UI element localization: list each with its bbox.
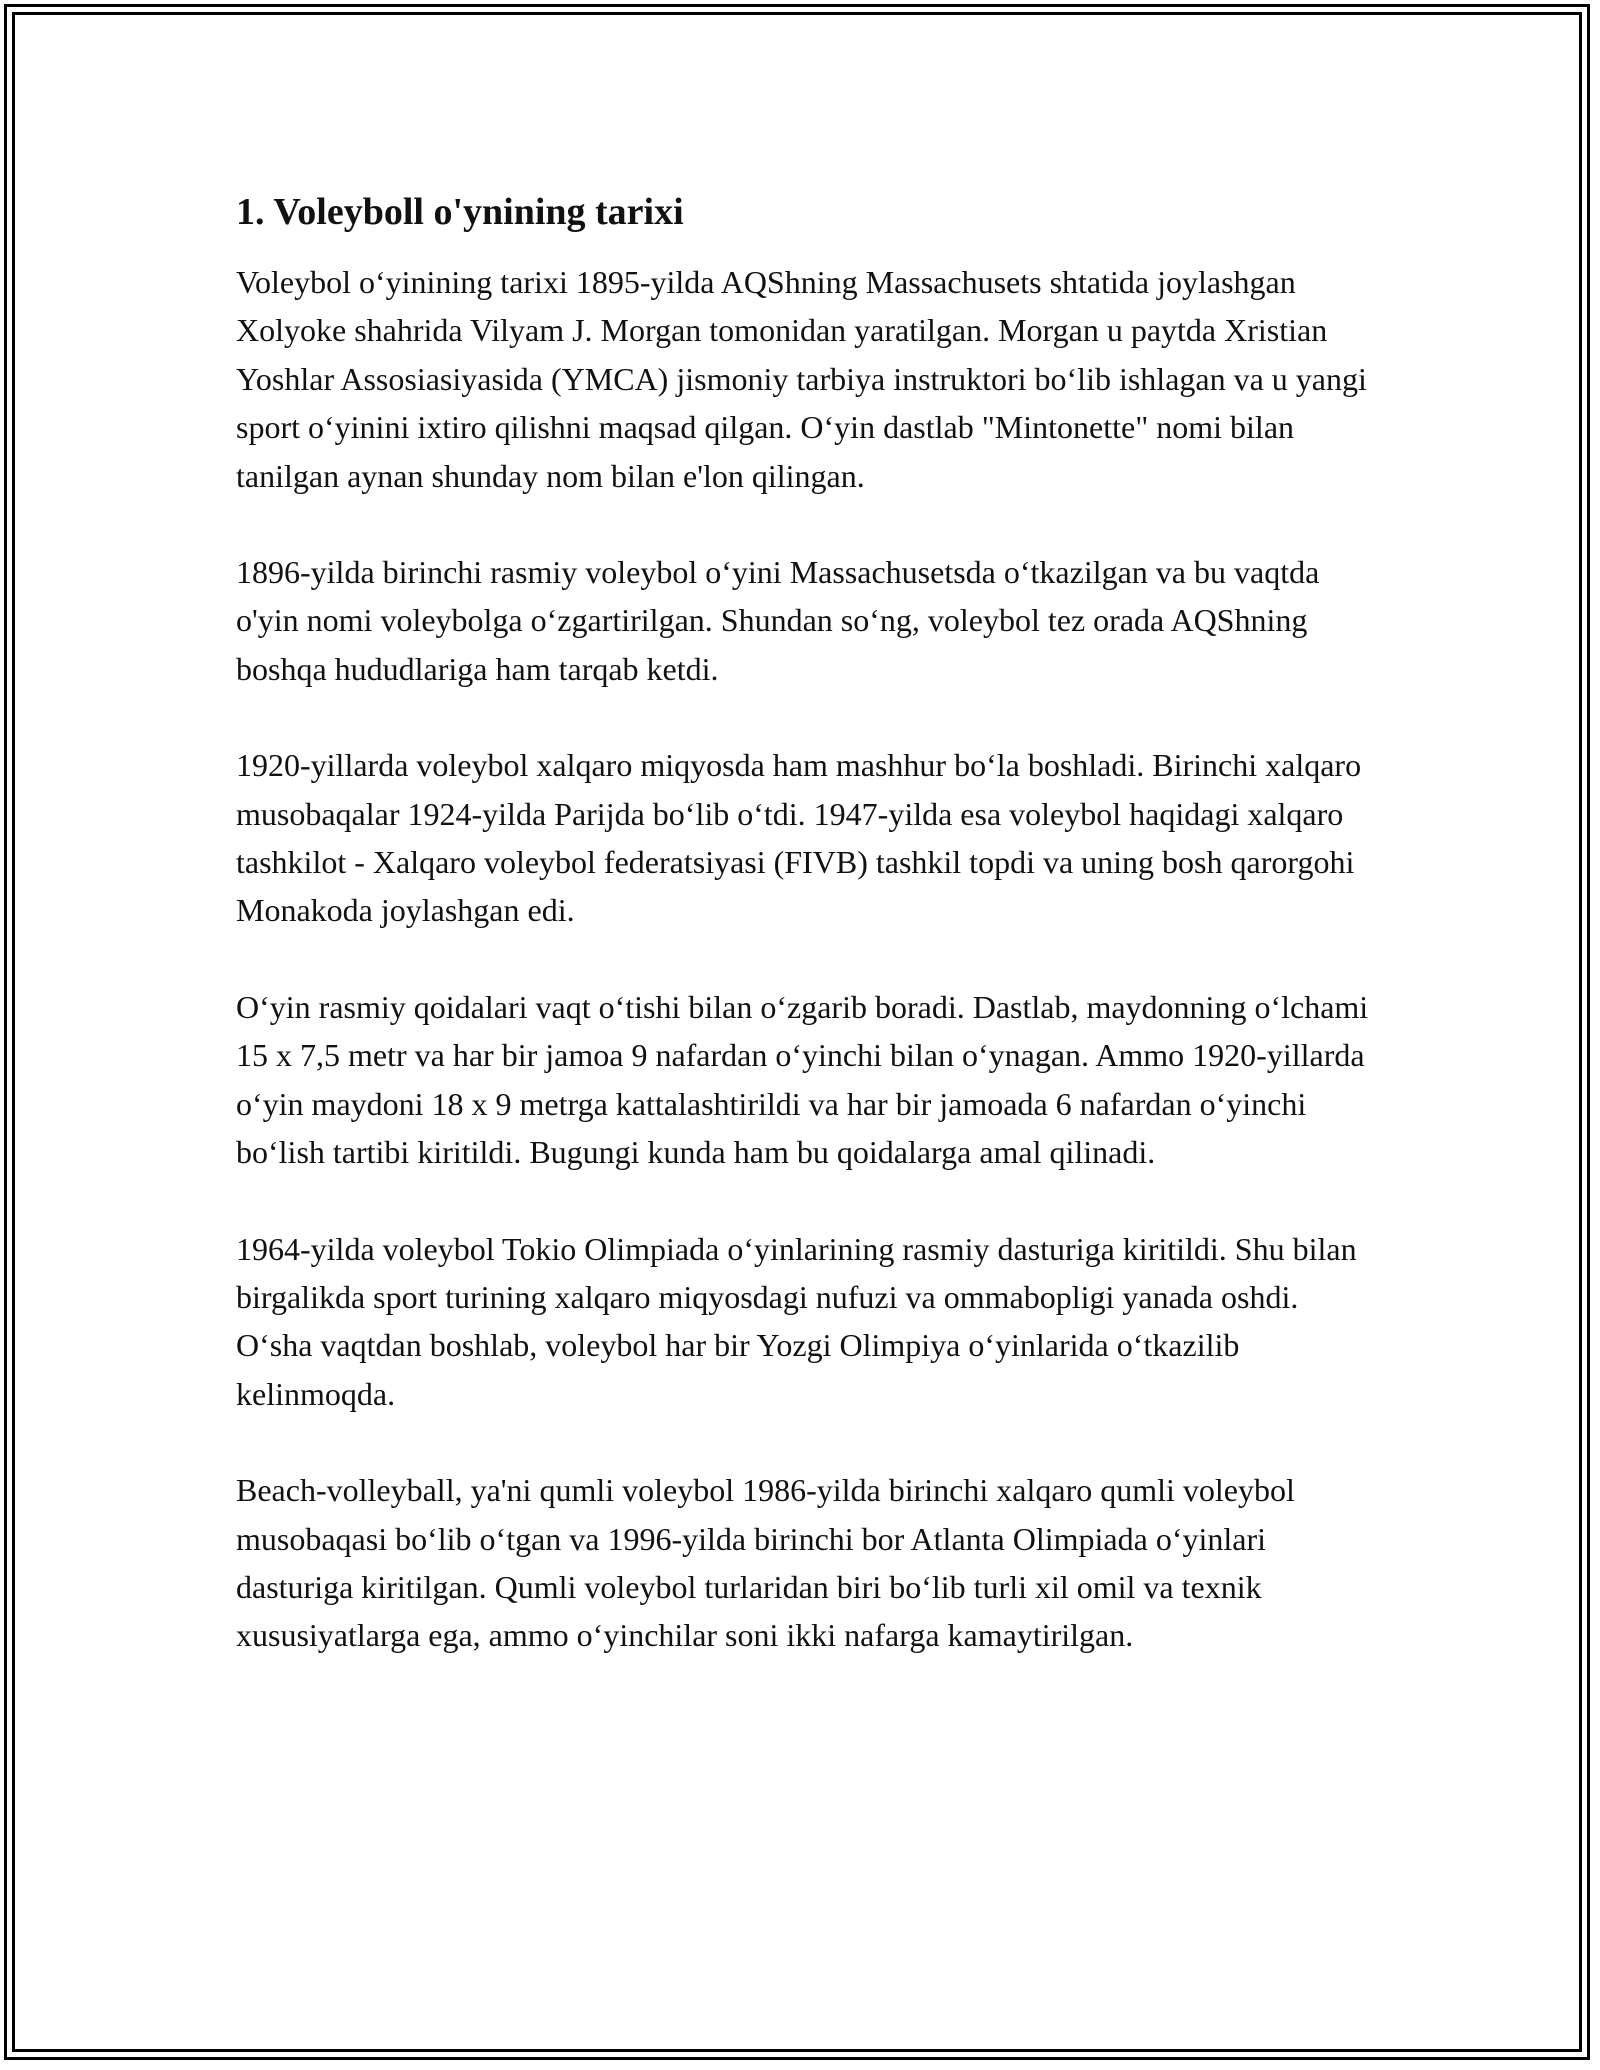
paragraph-beach-volleyball: Beach-volleyball, ya'ni qumli voleybol 1986-yilda birinchi xalqaro qumli voleybol musobaqasi bo‘lib o‘tgan va 1996-yilda birinchi bor Atlanta Olimpiada o‘yinlari dasturiga kiritilgan. Qumli voleybol turlaridan biri bo‘lib turli xil omil va texnik xususiyatlarga ega, ammo o‘yinchilar soni ikki nafarga kamaytirilgan. — [236, 1472, 1295, 1654]
paragraph-history-origin: Voleybol o‘yinining tarixi 1895-yilda AQShning Massachusets shtatida joylashgan Xolyoke shahrida Vilyam J. Morgan tomonidan yaratilgan. Morgan u paytda Xristian Yoshlar Assosiasiyasida (YMCA) jismoniy tarbiya instruktori bo‘lib ishlagan va u yangi sport o‘yinini ixtiro qilishni maqsad qilgan. O‘yin dastlab "Mintonette" nomi bilan tanilgan aynan shunday nom bilan e'lon qilingan. — [236, 264, 1367, 494]
paragraph-olympics: 1964-yilda voleybol Tokio Olimpiada o‘yinlarining rasmiy dasturiga kiritildi. Shu bilan birgalikda sport turining xalqaro miqyosdagi nufuzi va ommabopligi yanada oshdi. O‘sha vaqtdan boshlab, voleybol har bir Yozgi Olimpiya o‘yinlarida o‘tkazilib kelinmoqda. — [236, 1230, 1357, 1412]
paragraph-first-official-game: 1896-yilda birinchi rasmiy voleybol o‘yini Massachusetsda o‘tkazilgan va bu vaqtda o'yin nomi voleybolga o‘zgartirilgan. Shundan so‘ng, voleybol tez orada AQShning boshqa hududlariga ham tarqab ketdi. — [236, 554, 1320, 687]
paragraph-international-spread: 1920-yillarda voleybol xalqaro miqyosda ham mashhur bo‘la boshladi. Birinchi xalqaro musobaqalar 1924-yilda Parijda bo‘lib o‘tdi. 1947-yilda esa voleybol haqidagi xalqaro tashkilot - Xalqaro voleybol federatsiyasi (FIVB) tashkil topdi va uning bosh qarorgohi Monakoda joylashgan edi. — [236, 747, 1362, 929]
paragraph-official-rules: O‘yin rasmiy qoidalari vaqt o‘tishi bilan o‘zgarib boradi. Dastlab, maydonning o‘lchami 15 x 7,5 metr va har bir jamoa 9 nafardan o‘yinchi bilan o‘ynagan. Ammo 1920-yillarda o‘yin maydoni 18 x 9 metrga kattalashtirildi va har bir jamoada 6 nafardan o‘yinchi bo‘lish tartibi kiritildi. Bugungi kunda ham bu qoidalarga amal qilinadi. — [236, 988, 1369, 1171]
document-body — [236, 188, 1376, 1660]
document-title: 1. Voleyboll o'ynining tarixi — [236, 191, 684, 233]
